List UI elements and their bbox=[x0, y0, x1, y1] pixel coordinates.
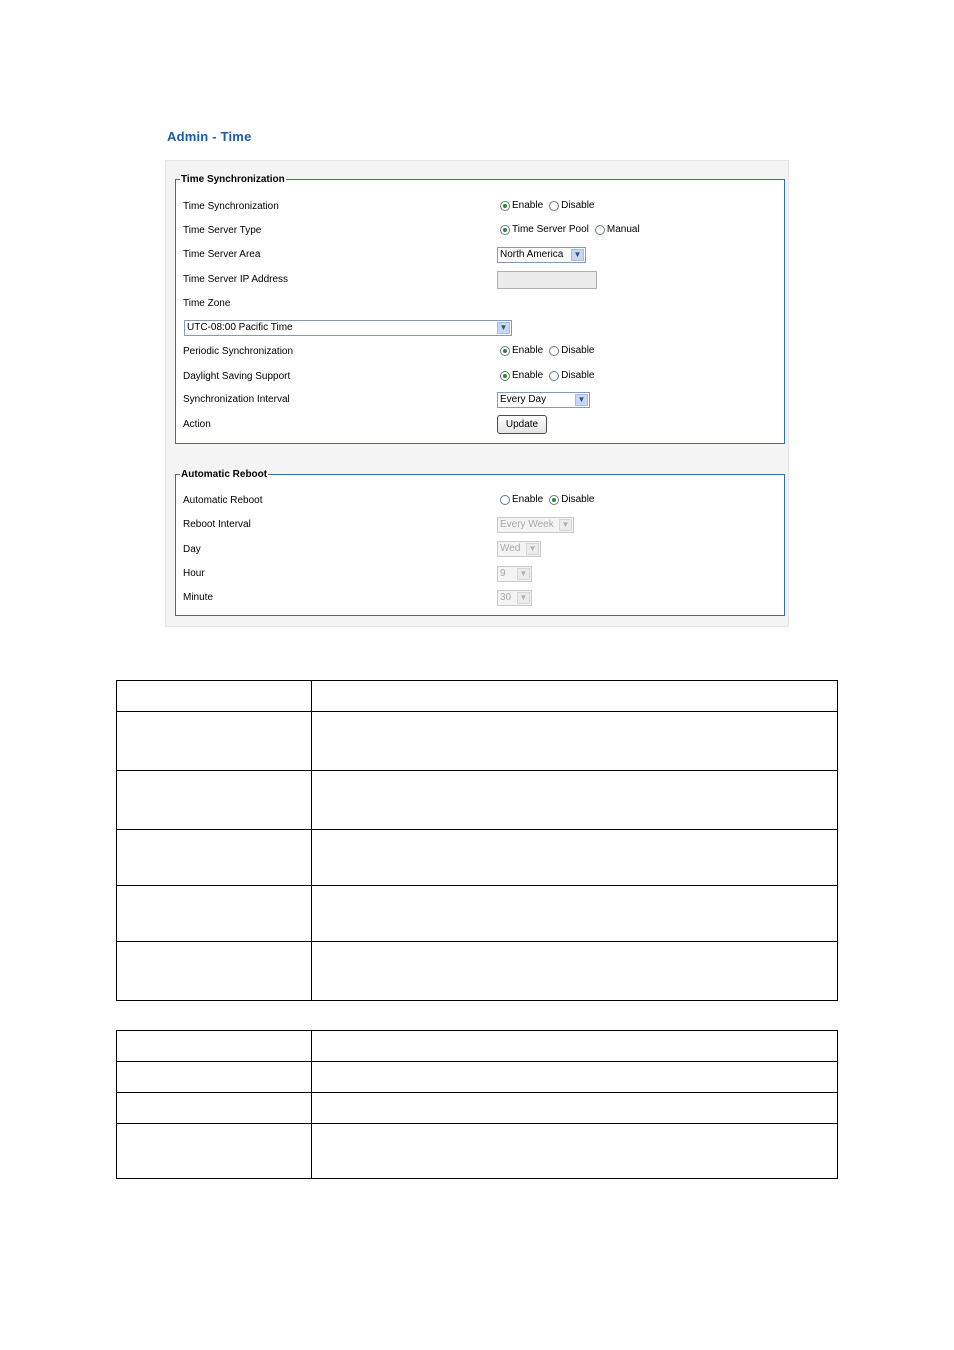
daylight-saving-label: Daylight Saving Support bbox=[183, 371, 291, 382]
periodic-sync-radio-group bbox=[500, 345, 601, 357]
auto-reboot-enable-label: Enable bbox=[512, 494, 544, 505]
chevron-down-icon: ▼ bbox=[575, 394, 588, 406]
hour-value: 9 bbox=[500, 568, 506, 579]
reboot-interval-label: Reboot Interval bbox=[183, 519, 251, 530]
time-sync-radio-group bbox=[500, 200, 601, 212]
time-server-type-radio-group bbox=[500, 224, 646, 236]
auto-reboot-disable-radio[interactable] bbox=[549, 495, 559, 505]
time-server-area-value: North America bbox=[500, 249, 564, 260]
time-zone-value: UTC-08:00 Pacific Time bbox=[187, 322, 293, 333]
reboot-interval-select[interactable] bbox=[497, 517, 574, 533]
table-row bbox=[117, 712, 838, 771]
daylight-saving-disable-radio[interactable] bbox=[549, 371, 559, 381]
time-server-manual-radio[interactable] bbox=[595, 225, 605, 235]
time-sync-enable-radio[interactable] bbox=[500, 201, 510, 211]
hour-label: Hour bbox=[183, 568, 205, 579]
chevron-down-icon: ▼ bbox=[559, 519, 572, 531]
sync-interval-label: Synchronization Interval bbox=[183, 394, 290, 405]
minute-label: Minute bbox=[183, 592, 214, 603]
periodic-sync-disable-label: Disable bbox=[561, 345, 595, 356]
daylight-saving-radio-group bbox=[500, 370, 601, 382]
day-label: Day bbox=[183, 544, 201, 555]
hour-select[interactable] bbox=[497, 566, 532, 582]
auto-reboot-fieldset bbox=[175, 469, 785, 616]
day-select[interactable] bbox=[497, 541, 541, 557]
page-title: Admin - Time bbox=[167, 129, 252, 144]
time-server-area-select[interactable] bbox=[497, 247, 586, 263]
auto-reboot-description-table bbox=[116, 1030, 838, 1179]
action-label: Action bbox=[183, 419, 211, 430]
day-value: Wed bbox=[500, 543, 521, 554]
table-row bbox=[117, 1062, 838, 1093]
time-sync-enable-label: Enable bbox=[512, 200, 544, 211]
sync-interval-select[interactable] bbox=[497, 392, 590, 408]
auto-reboot-enable-radio[interactable] bbox=[500, 495, 510, 505]
chevron-down-icon: ▼ bbox=[497, 322, 510, 334]
chevron-down-icon: ▼ bbox=[517, 592, 530, 604]
periodic-sync-enable-radio[interactable] bbox=[500, 346, 510, 356]
periodic-sync-disable-radio[interactable] bbox=[549, 346, 559, 356]
table-row bbox=[117, 681, 838, 712]
minute-value: 30 bbox=[500, 592, 512, 603]
time-server-pool-radio[interactable] bbox=[500, 225, 510, 235]
time-server-area-label: Time Server Area bbox=[183, 249, 261, 260]
time-sync-legend: Time Synchronization bbox=[181, 174, 285, 185]
table-row bbox=[117, 942, 838, 1001]
time-server-manual-label: Manual bbox=[606, 224, 640, 235]
time-server-ip-label: Time Server IP Address bbox=[183, 274, 289, 285]
chevron-down-icon: ▼ bbox=[526, 543, 539, 555]
table-row bbox=[117, 1031, 838, 1062]
time-sync-description-table bbox=[116, 680, 838, 1001]
periodic-sync-enable-label: Enable bbox=[512, 345, 544, 356]
minute-select[interactable] bbox=[497, 590, 532, 606]
periodic-sync-label: Periodic Synchronization bbox=[183, 346, 294, 357]
table-row bbox=[117, 830, 838, 886]
settings-panel bbox=[165, 160, 789, 627]
auto-reboot-disable-label: Disable bbox=[561, 494, 595, 505]
reboot-interval-value: Every Week bbox=[500, 519, 554, 530]
chevron-down-icon: ▼ bbox=[571, 249, 584, 261]
daylight-saving-disable-label: Disable bbox=[561, 370, 595, 381]
sync-interval-value: Every Day bbox=[500, 394, 547, 405]
time-server-type-label: Time Server Type bbox=[183, 225, 262, 236]
auto-reboot-radio-group bbox=[500, 494, 601, 506]
table-row bbox=[117, 1124, 838, 1179]
table-row bbox=[117, 886, 838, 942]
table-row bbox=[117, 771, 838, 830]
time-server-ip-input[interactable] bbox=[497, 271, 597, 289]
chevron-down-icon: ▼ bbox=[517, 568, 530, 580]
time-sync-label: Time Synchronization bbox=[183, 201, 279, 212]
auto-reboot-legend: Automatic Reboot bbox=[181, 469, 268, 480]
time-zone-select[interactable] bbox=[184, 320, 512, 336]
time-sync-disable-radio[interactable] bbox=[549, 201, 559, 211]
time-server-pool-label: Time Server Pool bbox=[512, 224, 589, 235]
auto-reboot-label: Automatic Reboot bbox=[183, 495, 263, 506]
time-sync-disable-label: Disable bbox=[561, 200, 595, 211]
update-button[interactable]: Update bbox=[497, 415, 547, 434]
daylight-saving-enable-radio[interactable] bbox=[500, 371, 510, 381]
time-zone-label: Time Zone bbox=[183, 298, 231, 309]
daylight-saving-enable-label: Enable bbox=[512, 370, 544, 381]
table-row bbox=[117, 1093, 838, 1124]
